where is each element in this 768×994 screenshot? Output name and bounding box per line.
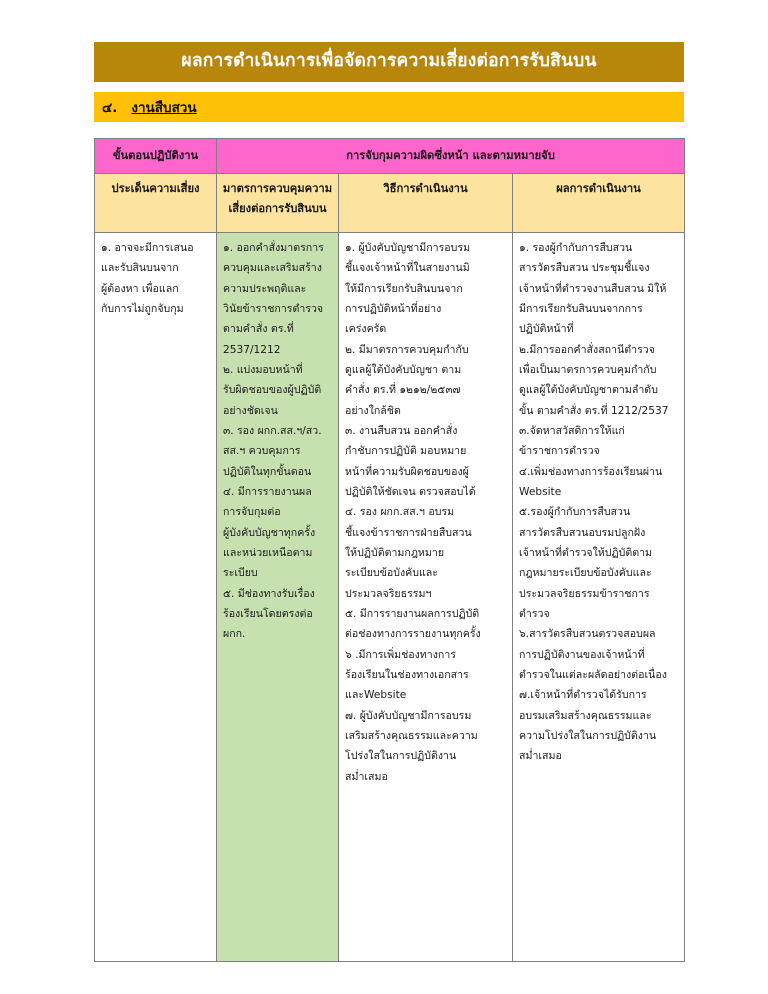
text-line: ๑. รองผู้กำกับการสืบสวน [519,242,633,254]
cell-risk-issue [95,233,217,962]
text-line: ให้มีการเรียกรับสินบนจาก [345,282,463,295]
text-line: รับผิดชอบของผู้ปฏิบัติ [223,384,322,397]
section-heading-bar [94,92,684,122]
column-header-risk-issue [95,174,217,233]
cell-result-lines [519,238,679,767]
text-line: ตำรวจ [519,607,550,620]
text-line: ๒. แบ่งมอบหน้าที่ [223,363,303,376]
text-line: ผู้ต้องหา เพื่อแลก [101,282,179,295]
page-title: ผลการดำเนินการเพื่อจัดการความเสี่ยงต่อการรับสินบน [181,51,597,72]
section-number: ๔. [102,100,118,116]
text-line: กำชับการปฏิบัติ มอบหมาย [345,445,467,458]
text-line: กฎหมายระเบียบข้อบังคับและ [519,567,652,580]
text-line: ผกก. [223,628,246,641]
text-line: ระเบียบ [223,567,258,580]
text-line: สส.ฯ ควบคุมการ [223,445,301,458]
text-line: ๕.รองผู้กำกับการสืบสวน [519,506,631,519]
text-line: สม่ำเสมอ [345,770,388,783]
text-line: ๓.จัดหาสวัสดิการให้แก่ [519,424,625,437]
text-line: ควบคุมและเสริมสร้าง [223,262,322,275]
column-header-result [513,174,685,233]
text-line: มาตรการควบคุมความ [222,182,333,195]
cell-method-lines [345,238,507,787]
text-line: เสี่ยงต่อการรับสินบน [228,201,327,215]
text-line: ให้ปฏิบัติตามกฎหมาย [345,546,445,559]
text-line: ต่อช่องทางการรายงานทุกครั้ง [345,628,481,641]
text-line: คำสั่ง ตร.ที่ ๑๒๑๒/๒๕๓๗ [345,384,461,397]
text-line: ประมวลจริยธรรมฯ [345,587,432,600]
text-line: ระเบียบข้อบังคับและ [345,567,438,580]
text-line: ปฏิบัติในทุกขั้นตอน [223,465,312,478]
text-line: ๕. มีช่องทางรับเรื่อง [223,587,315,600]
text-line: ตามคำสั่ง ตร.ที่ [223,323,294,336]
header-process-step: ขั้นตอนปฏิบัติงาน [95,139,217,174]
text-line: เจ้าหน้าที่ตำรวจงานสืบสวน มิให้ [519,282,667,295]
text-line: ปฏิบัติหน้าที่ [519,323,574,336]
text-line: ๑. ออกคำสั่งมาตรการ [223,242,324,254]
text-line: ประเด็นความเสี่ยง [111,182,200,195]
text-line: กับการไม่ถูกจับกุม [101,302,184,315]
text-line: ร้องเรียนโดยตรงต่อ [223,607,313,620]
text-line: การจับกุมต่อ [223,506,281,519]
text-line: หน้าที่ความรับผิดชอบของผู้ [345,465,469,478]
text-line: 2537/1212 [223,343,281,356]
column-header-risk-issue-lines [99,179,212,199]
text-line: การปฏิบัติหน้าที่อย่าง [345,302,442,315]
text-line: ๕. มีการรายงานผลการปฏิบัติ [345,607,480,620]
cell-method [339,233,513,962]
text-line: ผลการดำเนินงาน [556,182,641,195]
text-line: ๖.สารวัตรสืบสวนตรวจสอบผล [519,628,656,641]
text-line: ๗. ผู้บังคับบัญชามีการอบรม [345,709,472,722]
text-line: ขั้น ตามคำสั่ง ตร.ที่ 1212/2537 [519,404,669,417]
section-label: งานสืบสวน [131,100,197,116]
text-line: ๗.เจ้าหน้าที่ตำรวจได้รับการ [519,689,647,702]
text-line: ความโปร่งใสในการปฏิบัติงาน [519,729,657,742]
text-line: ความประพฤติและ [223,282,307,295]
text-line: ๔.เพิ่มช่องทางการร้องเรียนผ่าน [519,465,663,478]
text-line: ปฏิบัติให้ชัดเจน ตรวจสอบได้ [345,485,476,498]
table-header-columns-row [95,174,685,233]
cell-risk-issue-lines [101,238,211,319]
column-header-method-lines [343,179,508,199]
text-line: ดูแลผู้ใต้บังคับบัญชา ตาม [345,363,462,376]
text-line: ประมวลจริยธรรมข้าราชการ [519,587,650,600]
text-line: ๑. ผู้บังคับบัญชามีการอบรม [345,242,471,254]
text-line: เจ้าหน้าที่ตำรวจให้ปฏิบัติตาม [519,546,653,559]
cell-result [513,233,685,962]
text-line: ชี้แจงเจ้าหน้าที่ในสายงานมิ [345,262,470,275]
text-line: ๒. มีมาตรการควบคุมกำกับ [345,343,469,356]
risk-management-table [94,138,685,962]
text-line: ๒.มีการออกคำสั่งสถานีตำรวจ [519,343,655,356]
cell-control-measure-lines [223,238,333,645]
text-line: ๓. งานสืบสวน ออกคำสั่ง [345,424,458,437]
text-line: และหน่วยเหนือตาม [223,546,313,559]
text-line: โปร่งใสในการปฏิบัติงาน [345,750,457,763]
text-line: ชี้แจงข้าราชการฝ่ายสืบสวน [345,526,472,539]
text-line: วินัยข้าราชการตำรวจ [223,302,324,315]
text-line: และรับสินบนจาก [101,262,179,275]
text-line: อย่างใกล้ชิด [345,404,401,417]
text-line: ๔. รอง ผกก.สส.ฯ อบรม [345,506,455,519]
text-line: การปฏิบัติงานของเจ้าหน้าที่ [519,648,645,661]
text-line: มีการเรียกรับสินบนจากการ [519,302,643,315]
text-line: Website [519,485,562,498]
text-line: ตำรวจในแต่ละผลัดอย่างต่อเนื่อง [519,668,667,681]
column-header-control-measure [217,174,339,233]
text-line: และWebsite [345,689,407,702]
table-row [95,233,685,962]
text-line: ๓. รอง ผกก.สส.ฯ/สว. [223,424,322,437]
table-header-main-row [95,139,685,174]
document-title-bar [94,42,684,82]
text-line: ผู้บังคับบัญชาทุกครั้ง [223,526,316,539]
text-line: ร้องเรียนในช่องทางเอกสาร [345,668,469,681]
text-line: ๖ .มีการเพิ่มช่องทางการ [345,648,456,661]
column-header-method [339,174,513,233]
text-line: สารวัตรสืบสวน ประชุมชี้แจง [519,262,650,275]
text-line: เสริมสร้างคุณธรรมและความ [345,729,478,742]
text-line: ๑. อาจจะมีการเสนอ [101,242,194,254]
text-line: ข้าราชการตำรวจ [519,445,600,458]
text-line: สารวัตรสืบสวนอบรมปลูกฝัง [519,526,646,539]
text-line: วิธีการดำเนินงาน [383,182,468,195]
text-line: สม่ำเสมอ [519,750,562,763]
header-arrest-scope: การจับกุมความผิดซึ่งหน้า และตามหมายจับ [217,139,685,174]
text-line: ๔. มีการรายงานผล [223,485,312,498]
text-line: เพื่อเป็นมาตรการควบคุมกำกับ [519,363,657,376]
column-header-result-lines [517,179,680,199]
text-line: ดูแลผู้ใต้บังคับบัญชาตามลำดับ [519,384,658,397]
text-line: เคร่งครัด [345,323,387,336]
column-header-control-measure-lines [221,179,334,218]
text-line: อบรมเสริมสร้างคุณธรรมและ [519,709,652,722]
cell-control-measure [217,233,339,962]
text-line: อย่างชัดเจน [223,404,278,417]
